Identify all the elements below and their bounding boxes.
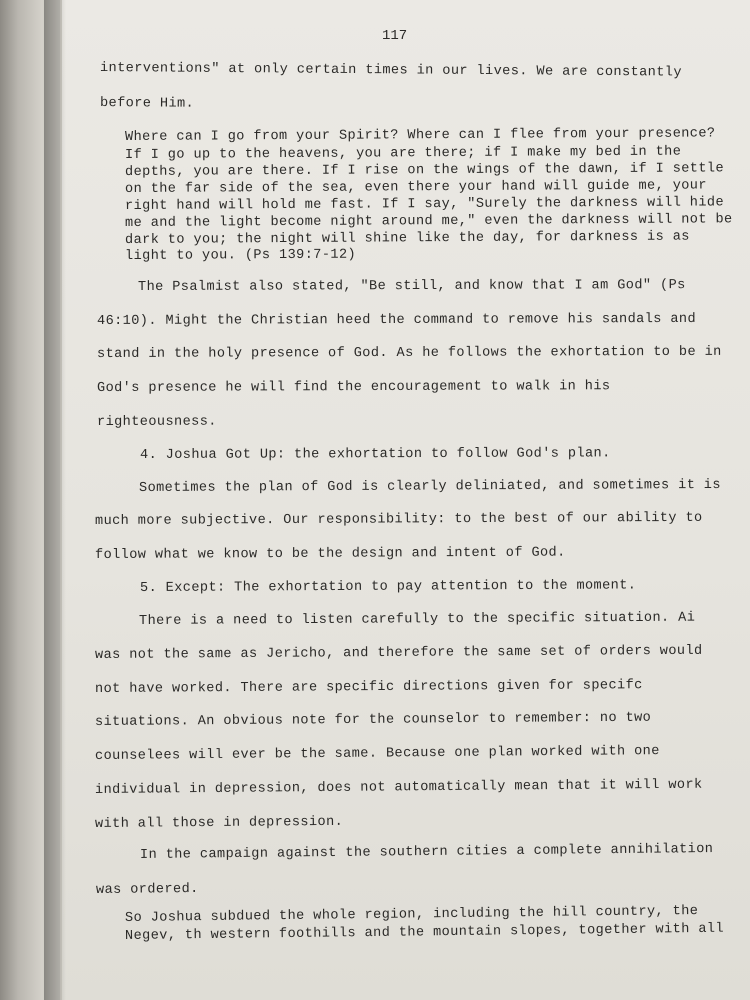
quote-line: So Joshua subdued the whole region, including the hill country, the bbox=[124, 903, 699, 926]
text-line: In the campaign against the southern cities a complete annihilation bbox=[139, 841, 714, 863]
text-line: stand in the holy presence of God. As he follows the exhortation to be in bbox=[96, 344, 722, 362]
section-heading: 4. Joshua Got Up: the exhortation to follow God's plan. bbox=[139, 446, 611, 463]
quote-line: on the far side of the sea, even there your hand will guide me, your bbox=[124, 178, 707, 197]
quote-line: light to you. (Ps 139:7-12) bbox=[124, 247, 357, 264]
text-line: The Psalmist also stated, "Be still, and know that I am God" (Ps bbox=[137, 278, 686, 295]
binding-shadow bbox=[44, 0, 66, 1000]
quote-line: Negev, th western foothills and the mountain slopes, together with all bbox=[124, 921, 725, 944]
text-line: with all those in depression. bbox=[94, 814, 344, 832]
text-line: 46:10). Might the Christian heed the command to remove his sandals and bbox=[96, 311, 697, 329]
text-line: individual in depression, does not automatically mean that it will work bbox=[94, 777, 703, 798]
text-line: God's presence he will find the encouragement to walk in his bbox=[96, 379, 611, 396]
section-heading: 5. Except: The exhortation to pay attention to the moment. bbox=[139, 578, 637, 596]
quote-line: dark to you; the night will shine like the day, for darkness is as bbox=[124, 229, 690, 248]
text-line: situations. An obvious note for the counselor to remember: no two bbox=[94, 710, 652, 730]
text-line: Sometimes the plan of God is clearly deliniated, and sometimes it is bbox=[138, 477, 721, 496]
quote-line: If I go up to the heavens, you are there; if I make my bed in the bbox=[124, 144, 682, 163]
text-line: was not the same as Jericho, and therefore the same set of orders would bbox=[94, 643, 703, 663]
text-line: much more subjective. Our responsibility: to the best of our ability to bbox=[94, 510, 703, 529]
text-line: counselees will ever be the same. Because one plan worked with one bbox=[94, 744, 660, 764]
quote-line: depths, you are there. If I rise on the wings of the dawn, if I settle bbox=[124, 161, 725, 180]
text-line: interventions" at only certain times in our lives. We are constantly bbox=[99, 61, 682, 81]
text-line: follow what we know to be the design and intent of God. bbox=[94, 545, 566, 563]
quote-line: Where can I go from your Spirit? Where can I flee from your presence? bbox=[124, 126, 716, 145]
text-line: before Him. bbox=[99, 96, 195, 112]
text-line: There is a need to listen carefully to the specific situation. Ai bbox=[138, 610, 696, 629]
text-line: was ordered. bbox=[95, 881, 199, 898]
text-line: righteousness. bbox=[96, 414, 217, 430]
quote-line: me and the light become night around me," even the darkness will not be bbox=[124, 212, 733, 231]
page-number: 117 bbox=[382, 28, 408, 44]
quote-line: right hand will hold me fast. If I say, "Surely the darkness will hide bbox=[124, 195, 725, 214]
text-line: not have worked. There are specific directions given for specifc bbox=[94, 678, 643, 697]
